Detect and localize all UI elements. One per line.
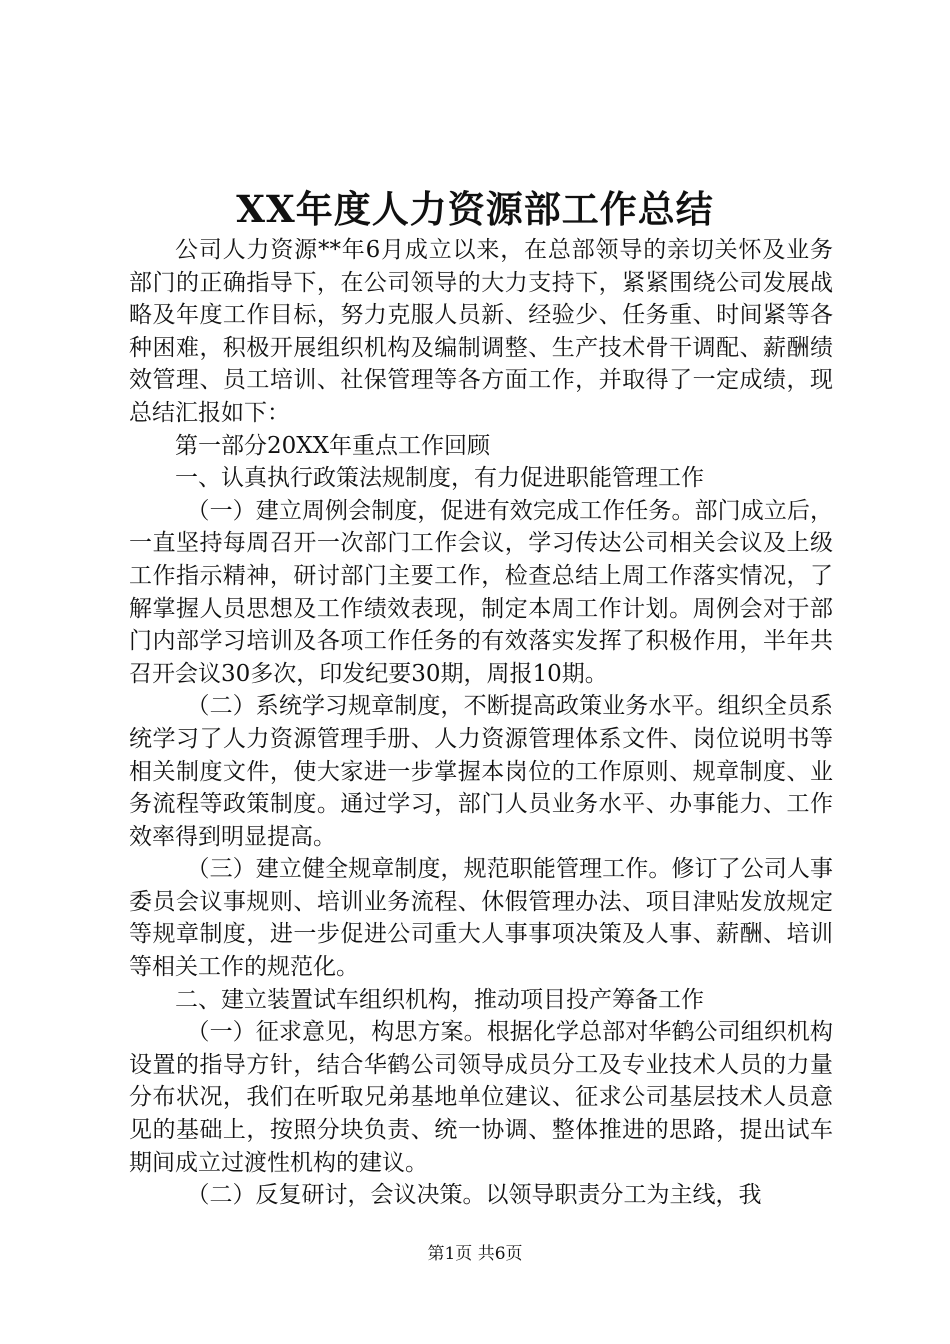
document-body	[129, 234, 833, 1212]
body-paragraph: （三）建立健全规章制度，规范职能管理工作。修订了公司人事委员会议事规则、培训业务流程、休假管理办法、项目津贴发放规定等规章制度，进一步促进公司重大人事事项决策及人事、薪酬、培训等相关工作的规范化。	[129, 856, 833, 981]
body-paragraph: （一）建立周例会制度，促进有效完成工作任务。部门成立后，一直坚持每周召开一次部门工作会议，学习传达公司相关会议及上级工作指示精神，研讨部门主要工作，检查总结上周工作落实情况，了解掌握人员思想及工作绩效表现，制定本周工作计划。周例会对于部门内部学习培训及各项工作任务的有效落实发挥了积极作用，半年共召开会议30多次，印发纪要30期，周报10期。	[129, 497, 833, 687]
document-title: XX年度人力资源部工作总结	[236, 187, 714, 231]
section-heading: 二、建立装置试车组织机构，推动项目投产筹备工作	[175, 986, 704, 1013]
section-heading: 一、认真执行政策法规制度，有力促进职能管理工作	[175, 465, 704, 492]
part-heading: 第一部分20XX年重点工作回顾	[175, 432, 491, 459]
body-paragraph: （二）系统学习规章制度，不断提高政策业务水平。组织全员系统学习了人力资源管理手册、人力资源管理体系文件、岗位说明书等相关制度文件，使大家进一步掌握本岗位的工作原则、规章制度、业务流程等政策制度。通过学习，部门人员业务水平、办事能力、工作效率得到明显提高。	[129, 693, 833, 850]
intro-paragraph: 公司人力资源**年6月成立以来，在总部领导的亲切关怀及业务部门的正确指导下，在公司领导的大力支持下，紧紧围绕公司发展战略及年度工作目标，努力克服人员新、经验少、任务重、时间紧等各种困难，积极开展组织机构及编制调整、生产技术骨干调配、薪酬绩效管理、员工培训、社保管理等各方面工作，并取得了一定成绩，现总结汇报如下：	[129, 237, 833, 426]
page-footer: 第1页 共6页	[427, 1244, 523, 1264]
body-paragraph: （二）反复研讨，会议决策。以领导职责分工为主线，我	[186, 1182, 762, 1209]
body-paragraph: （一）征求意见，构思方案。根据化学总部对华鹤公司组织机构设置的指导方针，结合华鹤公司领导成员分工及专业技术人员的力量分布状况，我们在听取兄弟基地单位建议、征求公司基层技术人员意见的基础上，按照分块负责、统一协调、整体推进的思路，提出试车期间成立过渡性机构的建议。	[129, 1019, 833, 1176]
